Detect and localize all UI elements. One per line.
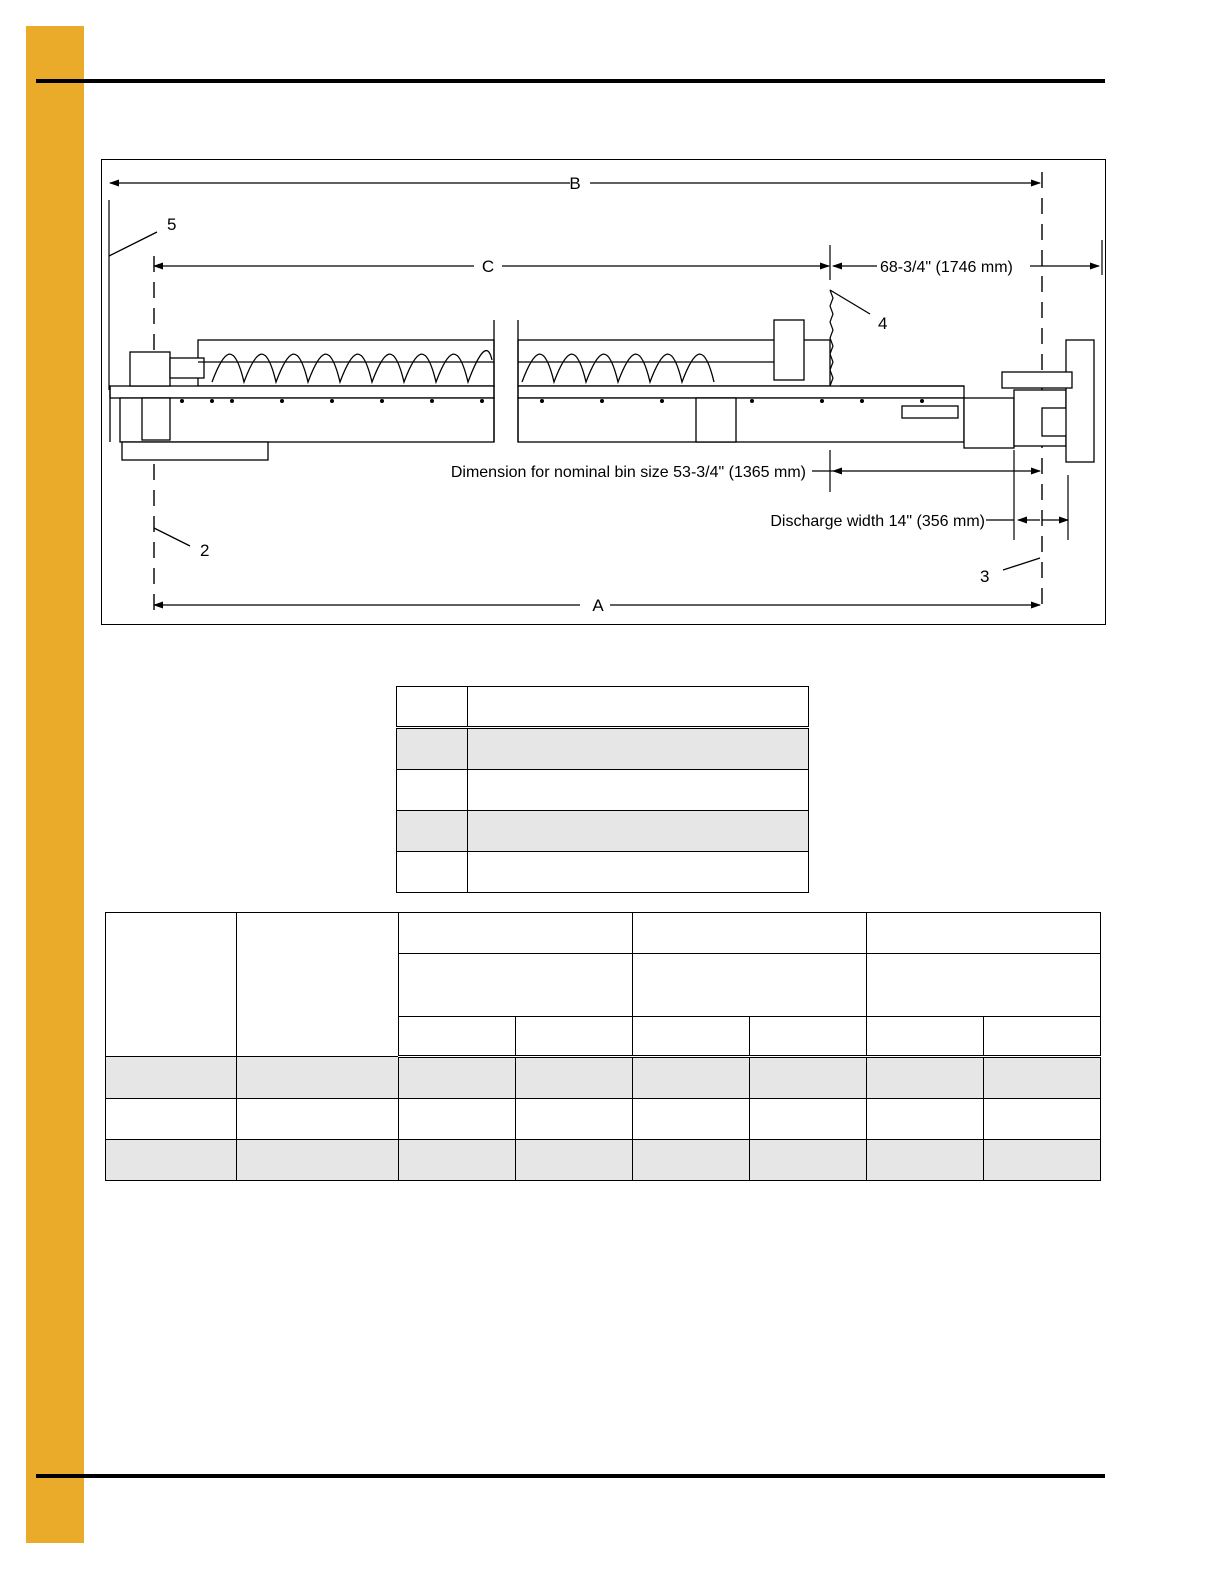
header-rule	[36, 79, 1105, 83]
spec-table-row	[106, 1057, 1101, 1099]
callout-2: 2	[200, 541, 210, 560]
spec-table-row	[106, 1099, 1101, 1140]
side-color-bar	[26, 26, 84, 1543]
footer-rule	[36, 1474, 1105, 1478]
legend-table	[396, 686, 809, 893]
dimension-discharge-label: Discharge width 14" (356 mm)	[770, 513, 985, 530]
callout-3: 3	[980, 567, 990, 586]
callout-5: 5	[167, 215, 177, 234]
legend-table-row	[397, 770, 809, 811]
dimension-bin-label: Dimension for nominal bin size 53-3/4" (1365 mm)	[450, 464, 806, 481]
legend-table-row	[397, 852, 809, 893]
conveyor-drawing	[102, 160, 1107, 626]
label-b: B	[569, 174, 581, 193]
spec-table-row	[106, 1140, 1101, 1181]
dimension-figure	[101, 159, 1106, 625]
spec-table-header	[106, 913, 1101, 954]
specification-table	[105, 912, 1101, 1181]
legend-table-header	[397, 687, 809, 728]
label-a: A	[592, 596, 604, 615]
label-c: C	[481, 257, 495, 276]
dimension-68-label: 68-3/4" (1746 mm)	[880, 259, 1013, 276]
legend-table-row	[397, 728, 809, 770]
callout-4: 4	[878, 314, 888, 333]
legend-table-row	[397, 811, 809, 852]
